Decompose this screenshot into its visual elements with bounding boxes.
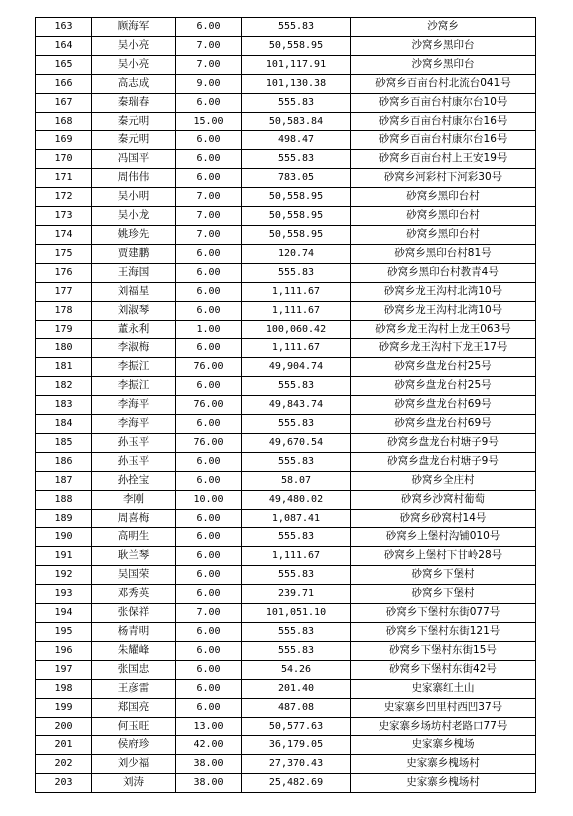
quantity-cell: 15.00 [176,112,242,131]
name-cell: 贾建鹏 [92,244,176,263]
name-cell: 孙拴宝 [92,471,176,490]
table-row [36,282,536,301]
quantity-cell: 6.00 [176,339,242,358]
name-cell: 朱耀峰 [92,641,176,660]
amount-cell: 50,583.84 [242,112,351,131]
name-cell: 高志成 [92,74,176,93]
table-row [36,490,536,509]
amount-cell: 50,558.95 [242,188,351,207]
address-cell: 史家寨乡槐场村 [351,774,536,793]
name-cell: 秦瑞春 [92,93,176,112]
quantity-cell: 6.00 [176,528,242,547]
amount-cell: 49,904.74 [242,358,351,377]
quantity-cell: 76.00 [176,396,242,415]
quantity-cell: 7.00 [176,36,242,55]
address-cell: 砂窝乡沙窝村葡萄 [351,490,536,509]
row-number: 192 [36,566,92,585]
row-number: 164 [36,36,92,55]
name-cell: 吴小亮 [92,36,176,55]
amount-cell: 1,111.67 [242,547,351,566]
name-cell: 杨青明 [92,623,176,642]
quantity-cell: 6.00 [176,169,242,188]
row-number: 171 [36,169,92,188]
table-row [36,225,536,244]
name-cell: 冯国平 [92,150,176,169]
address-cell: 沙窝乡 [351,18,536,37]
quantity-cell: 7.00 [176,207,242,226]
quantity-cell: 6.00 [176,623,242,642]
quantity-cell: 7.00 [176,188,242,207]
address-cell: 砂窝乡盘龙台村25号 [351,358,536,377]
amount-cell: 101,130.38 [242,74,351,93]
address-cell: 史家寨乡槐场村 [351,755,536,774]
quantity-cell: 6.00 [176,131,242,150]
name-cell: 顾海军 [92,18,176,37]
table-row [36,736,536,755]
amount-cell: 555.83 [242,18,351,37]
address-cell: 沙窝乡黑印台 [351,36,536,55]
quantity-cell: 6.00 [176,282,242,301]
name-cell: 刘涛 [92,774,176,793]
name-cell: 吴小亮 [92,55,176,74]
table-row [36,547,536,566]
name-cell: 刘淑琴 [92,301,176,320]
amount-cell: 555.83 [242,263,351,282]
address-cell: 砂窝乡河彩村下河彩30号 [351,169,536,188]
row-number: 184 [36,415,92,434]
row-number: 203 [36,774,92,793]
table-row [36,509,536,528]
amount-cell: 49,480.02 [242,490,351,509]
row-number: 185 [36,433,92,452]
address-cell: 砂窝乡下堡村东街15号 [351,641,536,660]
name-cell: 李海平 [92,396,176,415]
amount-cell: 1,111.67 [242,339,351,358]
row-number: 181 [36,358,92,377]
quantity-cell: 6.00 [176,244,242,263]
table-row [36,528,536,547]
quantity-cell: 6.00 [176,547,242,566]
table-row [36,301,536,320]
address-cell: 砂窝乡下堡村东街42号 [351,660,536,679]
table-row [36,433,536,452]
row-number: 199 [36,698,92,717]
quantity-cell: 6.00 [176,18,242,37]
name-cell: 侯府珍 [92,736,176,755]
table-row [36,74,536,93]
row-number: 166 [36,74,92,93]
quantity-cell: 76.00 [176,358,242,377]
amount-cell: 555.83 [242,623,351,642]
amount-cell: 120.74 [242,244,351,263]
table-row [36,320,536,339]
table-row [36,660,536,679]
amount-cell: 555.83 [242,93,351,112]
table-row [36,55,536,74]
address-cell: 砂窝乡百亩台村北流台041号 [351,74,536,93]
name-cell: 耿兰琴 [92,547,176,566]
amount-cell: 101,117.91 [242,55,351,74]
row-number: 170 [36,150,92,169]
table-row [36,131,536,150]
address-cell: 砂窝乡盘龙台村69号 [351,396,536,415]
row-number: 176 [36,263,92,282]
name-cell: 李海平 [92,415,176,434]
table-row [36,604,536,623]
amount-cell: 50,558.95 [242,225,351,244]
row-number: 167 [36,93,92,112]
address-cell: 砂窝乡全庄村 [351,471,536,490]
address-cell: 砂窝乡黑印台村 [351,225,536,244]
amount-cell: 555.83 [242,415,351,434]
address-cell: 史家寨乡槐场 [351,736,536,755]
quantity-cell: 7.00 [176,225,242,244]
address-cell: 史家寨乡凹里村西凹37号 [351,698,536,717]
address-cell: 砂窝乡上堡村下甘岭28号 [351,547,536,566]
row-number: 183 [36,396,92,415]
address-cell: 砂窝乡上堡村沟铺010号 [351,528,536,547]
amount-cell: 1,111.67 [242,282,351,301]
table-row [36,755,536,774]
name-cell: 吴国荣 [92,566,176,585]
quantity-cell: 9.00 [176,74,242,93]
quantity-cell: 10.00 [176,490,242,509]
name-cell: 吴小明 [92,188,176,207]
address-cell: 史家寨红土山 [351,679,536,698]
quantity-cell: 6.00 [176,509,242,528]
name-cell: 董永利 [92,320,176,339]
address-cell: 砂窝乡下堡村 [351,566,536,585]
table-row [36,566,536,585]
table-row [36,150,536,169]
row-number: 173 [36,207,92,226]
address-cell: 砂窝乡百亩台村上王安19号 [351,150,536,169]
address-cell: 砂窝乡盘龙台村塘子9号 [351,433,536,452]
name-cell: 郑国亮 [92,698,176,717]
row-number: 201 [36,736,92,755]
quantity-cell: 1.00 [176,320,242,339]
address-cell: 砂窝乡盘龙台村69号 [351,415,536,434]
name-cell: 张国忠 [92,660,176,679]
amount-cell: 1,087.41 [242,509,351,528]
name-cell: 王海国 [92,263,176,282]
name-cell: 姚珍先 [92,225,176,244]
quantity-cell: 7.00 [176,604,242,623]
row-number: 180 [36,339,92,358]
table-row [36,188,536,207]
table-row [36,358,536,377]
amount-cell: 100,060.42 [242,320,351,339]
table-row [36,396,536,415]
row-number: 190 [36,528,92,547]
name-cell: 周喜梅 [92,509,176,528]
row-number: 168 [36,112,92,131]
address-cell: 砂窝乡龙王沟村北湾10号 [351,282,536,301]
table-row [36,244,536,263]
amount-cell: 36,179.05 [242,736,351,755]
amount-cell: 50,577.63 [242,717,351,736]
row-number: 177 [36,282,92,301]
data-table [35,17,536,793]
quantity-cell: 6.00 [176,452,242,471]
name-cell: 秦元明 [92,112,176,131]
amount-cell: 49,670.54 [242,433,351,452]
amount-cell: 239.71 [242,585,351,604]
row-number: 200 [36,717,92,736]
table-row [36,339,536,358]
address-cell: 砂窝乡下堡村 [351,585,536,604]
amount-cell: 555.83 [242,566,351,585]
quantity-cell: 6.00 [176,415,242,434]
row-number: 196 [36,641,92,660]
quantity-cell: 6.00 [176,377,242,396]
row-number: 175 [36,244,92,263]
table-row [36,18,536,37]
address-cell: 砂窝乡百亩台村康尔台10号 [351,93,536,112]
name-cell: 吴小龙 [92,207,176,226]
row-number: 179 [36,320,92,339]
row-number: 195 [36,623,92,642]
amount-cell: 27,370.43 [242,755,351,774]
row-number: 198 [36,679,92,698]
name-cell: 秦元明 [92,131,176,150]
amount-cell: 101,051.10 [242,604,351,623]
name-cell: 李淑梅 [92,339,176,358]
table-row [36,452,536,471]
quantity-cell: 7.00 [176,55,242,74]
quantity-cell: 6.00 [176,585,242,604]
address-cell: 砂窝乡黑印台村 [351,207,536,226]
address-cell: 沙窝乡黑印台 [351,55,536,74]
row-number: 202 [36,755,92,774]
name-cell: 孙玉平 [92,433,176,452]
row-number: 174 [36,225,92,244]
table-row [36,93,536,112]
address-cell: 砂窝乡下堡村东街077号 [351,604,536,623]
table-row [36,36,536,55]
amount-cell: 555.83 [242,377,351,396]
name-cell: 李振江 [92,377,176,396]
name-cell: 张保祥 [92,604,176,623]
row-number: 189 [36,509,92,528]
quantity-cell: 6.00 [176,301,242,320]
amount-cell: 25,482.69 [242,774,351,793]
row-number: 193 [36,585,92,604]
amount-cell: 498.47 [242,131,351,150]
address-cell: 砂窝乡龙王沟村上龙王063号 [351,320,536,339]
row-number: 178 [36,301,92,320]
row-number: 187 [36,471,92,490]
amount-cell: 50,558.95 [242,207,351,226]
amount-cell: 783.05 [242,169,351,188]
row-number: 163 [36,18,92,37]
quantity-cell: 42.00 [176,736,242,755]
address-cell: 砂窝乡黑印台村81号 [351,244,536,263]
amount-cell: 555.83 [242,452,351,471]
amount-cell: 54.26 [242,660,351,679]
table-row [36,717,536,736]
amount-cell: 49,843.74 [242,396,351,415]
table-row [36,774,536,793]
address-cell: 砂窝乡黑印台村教青4号 [351,263,536,282]
table-row [36,377,536,396]
address-cell: 砂窝乡盘龙台村塘子9号 [351,452,536,471]
amount-cell: 58.07 [242,471,351,490]
name-cell: 邓秀英 [92,585,176,604]
name-cell: 李刚 [92,490,176,509]
quantity-cell: 6.00 [176,660,242,679]
row-number: 172 [36,188,92,207]
amount-cell: 1,111.67 [242,301,351,320]
address-cell: 砂窝乡龙王沟村下龙王17号 [351,339,536,358]
amount-cell: 50,558.95 [242,36,351,55]
name-cell: 刘福星 [92,282,176,301]
name-cell: 周伟伟 [92,169,176,188]
table-row [36,679,536,698]
quantity-cell: 6.00 [176,93,242,112]
name-cell: 何玉旺 [92,717,176,736]
row-number: 191 [36,547,92,566]
table-row [36,585,536,604]
amount-cell: 555.83 [242,641,351,660]
amount-cell: 201.40 [242,679,351,698]
table-row [36,207,536,226]
quantity-cell: 6.00 [176,471,242,490]
table-row [36,263,536,282]
table-row [36,415,536,434]
quantity-cell: 6.00 [176,263,242,282]
amount-cell: 487.08 [242,698,351,717]
address-cell: 砂窝乡盘龙台村25号 [351,377,536,396]
name-cell: 高明生 [92,528,176,547]
address-cell: 史家寨乡场坊村老路口77号 [351,717,536,736]
quantity-cell: 6.00 [176,641,242,660]
address-cell: 砂窝乡下堡村东街121号 [351,623,536,642]
row-number: 197 [36,660,92,679]
quantity-cell: 6.00 [176,698,242,717]
address-cell: 砂窝乡龙王沟村北湾10号 [351,301,536,320]
quantity-cell: 13.00 [176,717,242,736]
address-cell: 砂窝乡砂窝村14号 [351,509,536,528]
quantity-cell: 6.00 [176,150,242,169]
address-cell: 砂窝乡百亩台村康尔台16号 [351,112,536,131]
name-cell: 刘少福 [92,755,176,774]
table-row [36,112,536,131]
quantity-cell: 6.00 [176,679,242,698]
row-number: 165 [36,55,92,74]
name-cell: 王彦雷 [92,679,176,698]
address-cell: 砂窝乡百亩台村康尔台16号 [351,131,536,150]
table-body [36,18,536,793]
name-cell: 孙玉平 [92,452,176,471]
quantity-cell: 38.00 [176,755,242,774]
table-row [36,623,536,642]
row-number: 194 [36,604,92,623]
amount-cell: 555.83 [242,528,351,547]
table-row [36,169,536,188]
quantity-cell: 76.00 [176,433,242,452]
address-cell: 砂窝乡黑印台村 [351,188,536,207]
row-number: 186 [36,452,92,471]
row-number: 169 [36,131,92,150]
table-row [36,641,536,660]
table-row [36,698,536,717]
row-number: 188 [36,490,92,509]
name-cell: 李振江 [92,358,176,377]
quantity-cell: 38.00 [176,774,242,793]
amount-cell: 555.83 [242,150,351,169]
row-number: 182 [36,377,92,396]
table-row [36,471,536,490]
quantity-cell: 6.00 [176,566,242,585]
